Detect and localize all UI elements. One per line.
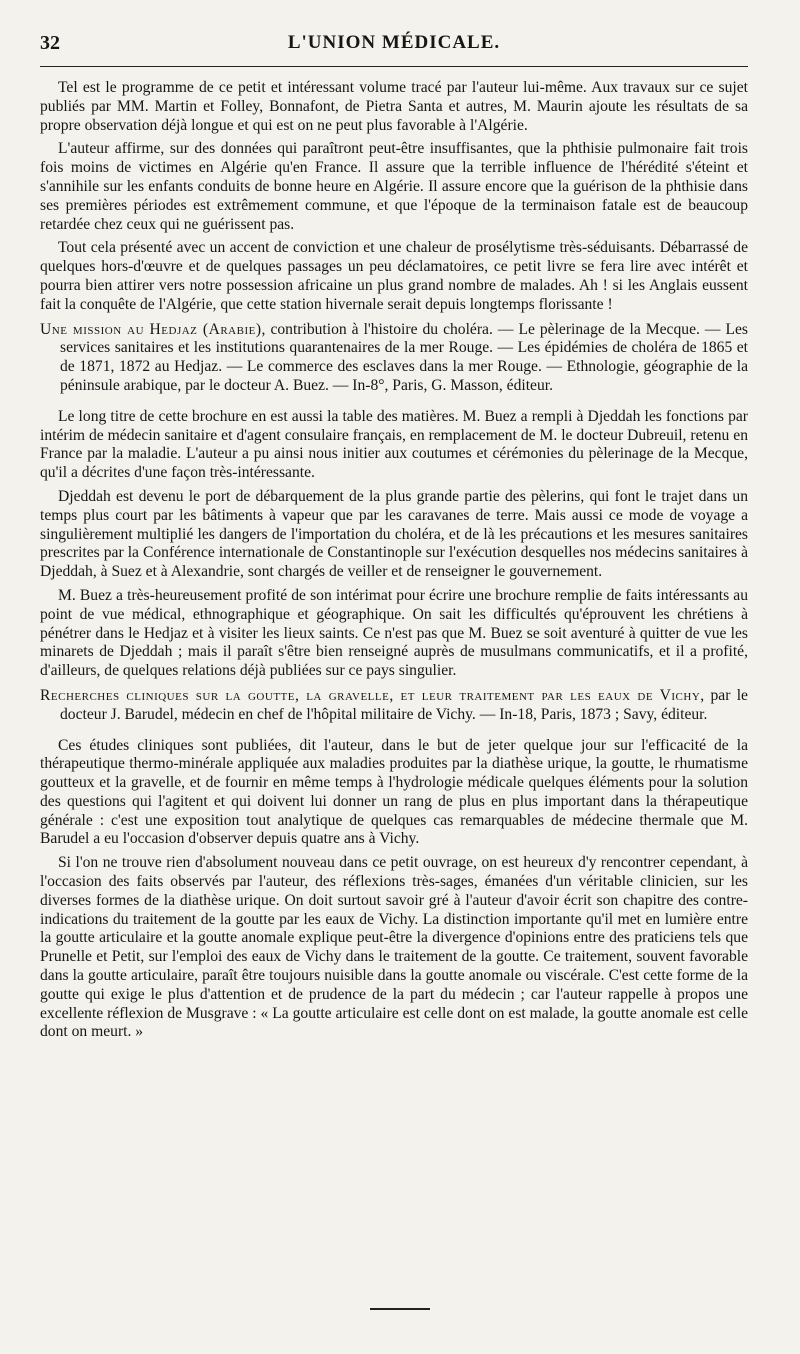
paragraph: Tel est le programme de ce petit et intéressant volume tracé par l'auteur lui-même. Aux travaux sur ce sujet publiés par MM. Martin et Folley, Bonnafont, de Pietra Santa et autres, M. Maurin ajoute les résultats de sa propre observation déjà longue et qui est on ne peut plus favorable à l'Algérie. [40, 79, 748, 134]
review-algerie [40, 79, 748, 315]
paragraph: Si l'on ne trouve rien d'absolument nouveau dans ce petit ouvrage, on est heureux d'y rencontrer cependant, à l'occasion des faits observés par l'auteur, des réflexions très-sages, émanées d'un véritable clinicien, sur les diverses formes de la diathèse urique. On doit surtout savoir gré à l'auteur d'avoir écrit son chapitre des contre-indications du traitement de la goutte par les eaux de Vichy. La distinction importante qu'il met en lumière entre la goutte articulaire et la goutte anomale explique peut-être la divergence d'opinions entre des praticiens tels que Prunelle et Petit, sur l'emploi des eaux de Vichy dans le traitement de la goutte. Ce traitement, souvent favorable dans la goutte articulaire, paraît être toujours nuisible dans la goutte anomale ou viscérale. C'est cette forme de la goutte qui exige le plus d'attention et de prudence de la part du médecin ; car l'auteur rappelle à propos une excellente réflexion de Musgrave : « La goutte articulaire est celle dont on est malade, la goutte anomale est celle dont on meurt. » [40, 854, 748, 1041]
review-vichy [40, 687, 748, 1042]
end-rule [370, 1308, 430, 1310]
paragraph: Tout cela présenté avec un accent de conviction et une chaleur de prosélytisme très-séduisants. Débarrassé de quelques hors-d'œuvre et de quelques passages un peu déclamatoires, ce petit livre se fera lire avec intérêt et pourra bien attirer vers notre possession africaine un plus grand nombre de malades. Ah ! si les Anglais eussent fait la conquête de l'Algérie, que cette station hivernale serait depuis longtemps florissante ! [40, 239, 748, 313]
reference-details: , par le docteur J. Barudel, médecin en chef de l'hôpital militaire de Vichy. — In-18, Paris, 1873 ; Savy, éditeur. [60, 686, 748, 723]
review-hedjaz [40, 321, 748, 681]
reference-title: Recherches cliniques sur la goutte, la gravelle, et leur traitement par les eaux de Vichy [40, 686, 701, 704]
page-number: 32 [40, 32, 60, 54]
paragraph: L'auteur affirme, sur des données qui paraîtront peut-être insuffisantes, que la phthisie pulmonaire fait trois fois moins de victimes en Algérie qu'en France. Il assure que la terrible influence de l'hérédité s'éteint et s'annihile sur les enfants conduits de bonne heure en Algérie. Il assure encore que la guérison de la phthisie dans ses premières périodes est extrêmement commune, et que l'époque de la terminaison fatale est de beaucoup retardée chez ceux qui ne guérissent pas. [40, 140, 748, 233]
page-header [40, 26, 748, 67]
reference-details: , contribution à l'histoire du choléra. — Le pèlerinage de la Mecque. — Les services sanitaires et les institutions quarantenaires de la mer Rouge. — Les épidémies de choléra de 1865 et de 1871, 1872 au Hedjaz. — Le commerce des esclaves dans la mer Rouge. — Ethnologie, géographie de la péninsule arabique, par le docteur A. Buez. — In-8°, Paris, G. Masson, éditeur. [60, 320, 748, 394]
bibliographic-reference [40, 687, 748, 725]
reference-title: Une mission au Hedjaz (Arabie) [40, 320, 262, 338]
paragraph: Ces études cliniques sont publiées, dit l'auteur, dans le but de jeter quelque jour sur l'efficacité de la thérapeutique thermo-minérale appliquée aux maladies produites par la diathèse urique, la goutte, le rhumatisme goutteux et la gravelle, et de fournir en même temps à l'hydrologie médicale quelques éléments pour la solution des questions qui l'agitent et qui doivent lui donner un rang de plus en plus important dans la thérapeutique générale : c'est une exposition tout analytique de quelques cas remarquables de médecine thermale que M. Barudel a eu l'occasion d'observer depuis quatre ans à Vichy. [40, 736, 748, 848]
paragraph: M. Buez a très-heureusement profité de son intérimat pour écrire une brochure remplie de faits intéressants au point de vue médical, ethnographique et géographique. On sait les difficultés qu'éprouvent les chrétiens à pénétrer dans le Hedjaz et à visiter les lieux saints. Ce n'est pas que M. Buez se soit aventuré à quitter de vue les minarets de Djeddah ; mais il paraît s'être bien renseigné auprès de musulmans communicatifs, et il a profité, d'ailleurs, de quelques relations déjà publiées sur ce pays singulier. [40, 586, 748, 680]
paragraph: Djeddah est devenu le port de débarquement de la plus grande partie des pèlerins, qui font le trajet dans un temps plus court par les bâtiments à vapeur que par les caravanes de terre. Mais aussi ce mode de voyage a singulièrement multiplié les dangers de l'importation du choléra, et de là les précautions et les mesures sanitaires prescrites par la Conférence internationale de Constantinople sur l'exécution desquelles nos médecins sanitaires à Djeddah, à Suez et à Alexandrie, sont chargés de veiller et de renseigner le gouvernement. [40, 487, 748, 581]
running-title: L'UNION MÉDICALE. [287, 32, 501, 53]
bibliographic-reference [40, 321, 748, 396]
paragraph: Le long titre de cette brochure en est aussi la table des matières. M. Buez a rempli à Djeddah les fonctions par intérim de médecin sanitaire et d'agent consulaire français, en remplacement de M. le docteur Dubreuil, retenu en France par la maladie. L'auteur a pu ainsi nous initier aux coutumes et cérémonies du pèlerinage de la Mecque, qu'il a décrites d'une façon très-intéressante. [40, 407, 748, 482]
